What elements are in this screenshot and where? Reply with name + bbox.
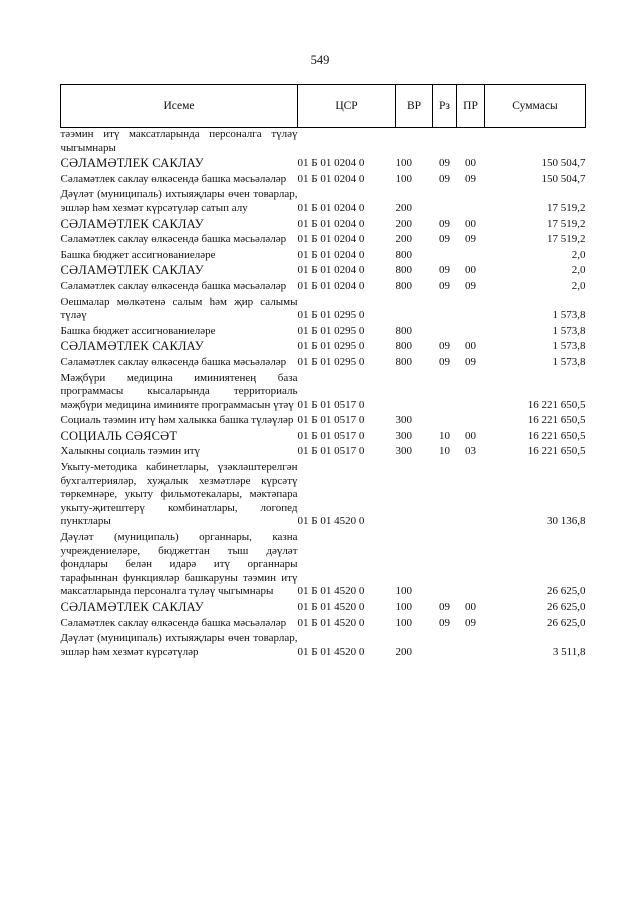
table-row bbox=[61, 155, 586, 171]
row-csr: 01 Б 01 0295 0 bbox=[297, 355, 365, 368]
table-row bbox=[61, 370, 586, 413]
row-name: Башка бюджет ассигнованиеләре bbox=[60, 248, 216, 261]
row-name: Оешмалар мөлкәтенә салым һәм җир салымы түләү bbox=[60, 295, 298, 322]
row-pr bbox=[457, 247, 485, 263]
header-vr: ВР bbox=[396, 85, 433, 128]
row-vr: 100 bbox=[395, 157, 412, 170]
row-rz bbox=[433, 370, 457, 413]
row-vr bbox=[396, 128, 433, 156]
row-rz: 09 bbox=[439, 157, 450, 170]
row-pr bbox=[457, 412, 485, 428]
row-rz bbox=[433, 128, 457, 156]
row-vr: 300 bbox=[395, 414, 412, 427]
table-header bbox=[61, 85, 586, 128]
row-csr: 01 Б 01 0517 0 bbox=[297, 445, 365, 458]
table-row bbox=[61, 599, 586, 615]
row-vr: 800 bbox=[395, 248, 412, 261]
row-name: Башка бюджет ассигнованиеләре bbox=[60, 324, 216, 337]
row-name: Сәламәтлек саклау өлкәсендә башка мәсьәләләр bbox=[60, 172, 287, 185]
row-vr: 200 bbox=[395, 201, 412, 214]
row-csr: 01 Б 01 4520 0 bbox=[297, 585, 365, 598]
row-vr: 100 bbox=[395, 601, 412, 613]
row-name: СӘЛАМӘТЛЕК САКЛАУ bbox=[60, 339, 204, 354]
table-row bbox=[61, 338, 586, 354]
row-vr: 800 bbox=[395, 355, 412, 368]
table-row bbox=[61, 231, 586, 247]
row-rz bbox=[433, 630, 457, 659]
row-pr: 00 bbox=[465, 601, 476, 613]
row-sum: 1 573,8 bbox=[552, 309, 586, 322]
row-pr: 00 bbox=[465, 340, 476, 353]
row-name: СОЦИАЛЬ СӘЯСӘТ bbox=[60, 428, 178, 443]
row-rz: 09 bbox=[439, 172, 450, 185]
row-pr bbox=[457, 529, 485, 599]
row-rz: 09 bbox=[439, 233, 450, 246]
row-name: Дәүләт (муниципаль) ихтыяҗлары өчен товарлар, эшләр һәм хезмәт күрсәтүләр bbox=[60, 632, 298, 658]
row-vr: 800 bbox=[395, 324, 412, 337]
table-row bbox=[61, 630, 586, 659]
row-csr: 01 Б 01 0204 0 bbox=[297, 217, 365, 230]
row-pr bbox=[457, 323, 485, 339]
row-sum: 16 221 650,5 bbox=[527, 445, 586, 458]
row-pr: 09 bbox=[465, 616, 476, 629]
row-csr: 01 Б 01 4520 0 bbox=[297, 601, 365, 613]
row-rz: 09 bbox=[439, 340, 450, 353]
row-pr bbox=[457, 186, 485, 215]
table-row bbox=[61, 615, 586, 631]
table-row bbox=[61, 216, 586, 232]
row-sum: 2,0 bbox=[571, 264, 586, 277]
row-name: Укыту-методика кабинетлары, үзәкләштерелгән бухгалтерияләр, хуҗалык хезмәтләре күрсәтү төркемнәре, укыту фильмотекалары, мәктәпара укыту-җитештерү комбинатлары, логопед пунктлары bbox=[60, 461, 298, 528]
row-name: СӘЛАМӘТЛЕК САКЛАУ bbox=[60, 156, 204, 171]
row-vr: 100 bbox=[395, 585, 412, 598]
table-body bbox=[61, 128, 586, 660]
row-name: Сәламәтлек саклау өлкәсендә башка мәсьәләләр bbox=[60, 233, 287, 246]
row-rz: 09 bbox=[439, 264, 450, 277]
row-csr: 01 Б 01 0204 0 bbox=[297, 201, 365, 214]
row-csr: 01 Б 01 4520 0 bbox=[297, 616, 365, 629]
row-name: СӘЛАМӘТЛЕК САКЛАУ bbox=[60, 263, 204, 278]
row-sum: 1 573,8 bbox=[552, 340, 586, 353]
table-row bbox=[61, 186, 586, 215]
row-sum: 17 519,2 bbox=[547, 233, 586, 246]
table-row bbox=[61, 443, 586, 459]
row-pr: 09 bbox=[465, 233, 476, 246]
row-csr: 01 Б 01 0204 0 bbox=[297, 248, 365, 261]
header-csr: ЦСР bbox=[298, 85, 396, 128]
table-row bbox=[61, 262, 586, 278]
row-vr bbox=[396, 459, 433, 529]
row-rz bbox=[433, 186, 457, 215]
row-sum: 3 511,8 bbox=[552, 645, 586, 658]
row-sum: 26 625,0 bbox=[547, 585, 586, 598]
row-name: Дәүләт (муниципаль) органнары, казна учреждениеләре, бюджеттан тыш дәүләт фондлары белән идарә итү органнары тарафыннан функцияләр башкаруны тәэмин итү максатларында персоналга түләү чыгымнары bbox=[60, 531, 298, 598]
row-name: Социаль тәэмин итү һәм халыкка башка түләүләр bbox=[60, 414, 294, 427]
row-csr: 01 Б 01 0204 0 bbox=[297, 279, 365, 292]
row-vr: 800 bbox=[395, 279, 412, 292]
row-rz bbox=[433, 459, 457, 529]
row-csr: 01 Б 01 0204 0 bbox=[297, 157, 365, 170]
row-csr: 01 Б 01 0295 0 bbox=[297, 309, 365, 322]
row-rz bbox=[433, 412, 457, 428]
row-name: Сәламәтлек саклау өлкәсендә башка мәсьәләләр bbox=[60, 616, 287, 629]
row-pr: 00 bbox=[465, 429, 476, 442]
row-vr: 100 bbox=[395, 172, 412, 185]
row-sum: 26 625,0 bbox=[547, 601, 586, 613]
row-vr: 300 bbox=[395, 445, 412, 458]
table-row bbox=[61, 171, 586, 187]
table-row bbox=[61, 428, 586, 444]
row-pr bbox=[457, 370, 485, 413]
row-pr: 00 bbox=[465, 157, 476, 170]
row-vr: 100 bbox=[395, 616, 412, 629]
row-sum: 16 221 650,5 bbox=[527, 414, 586, 427]
budget-table bbox=[60, 84, 586, 659]
row-sum: 2,0 bbox=[571, 279, 586, 292]
row-pr: 09 bbox=[465, 172, 476, 185]
row-rz: 09 bbox=[439, 217, 450, 230]
row-vr: 200 bbox=[395, 645, 412, 658]
row-pr: 00 bbox=[465, 264, 476, 277]
row-name: Мәҗбүри медицина иминиятенең база программасы кысаларында территориаль мәҗбүри медицина иминияте программасын үтәү bbox=[60, 371, 298, 411]
row-name: Халыкны социаль тәэмин итү bbox=[60, 445, 201, 458]
row-pr: 03 bbox=[465, 445, 476, 458]
row-csr: 01 Б 01 0517 0 bbox=[297, 398, 365, 411]
row-csr: 01 Б 01 0295 0 bbox=[297, 340, 365, 353]
row-rz: 09 bbox=[439, 279, 450, 292]
header-rz: Рз bbox=[433, 85, 457, 128]
row-csr: 01 Б 01 0517 0 bbox=[297, 429, 365, 442]
row-name: Сәламәтлек саклау өлкәсендә башка мәсьәләләр bbox=[60, 279, 287, 292]
header-sum: Суммасы bbox=[485, 85, 586, 128]
table-row bbox=[61, 459, 586, 529]
row-name: СӘЛАМӘТЛЕК САКЛАУ bbox=[60, 216, 204, 231]
row-csr: 01 Б 01 4520 0 bbox=[297, 645, 365, 658]
row-csr: 01 Б 01 4520 0 bbox=[297, 515, 365, 528]
row-rz bbox=[433, 529, 457, 599]
row-vr: 200 bbox=[395, 233, 412, 246]
row-rz: 09 bbox=[439, 355, 450, 368]
row-pr bbox=[457, 630, 485, 659]
row-pr bbox=[457, 294, 485, 323]
row-pr: 00 bbox=[465, 217, 476, 230]
row-name: Дәүләт (муниципаль) ихтыяҗлары өчен товарлар, эшләр һәм хезмәт күрсәтүләр сатып алу bbox=[60, 188, 298, 214]
header-name: Исеме bbox=[61, 85, 298, 128]
page-number: 549 bbox=[310, 53, 330, 67]
row-sum: 1 573,8 bbox=[552, 355, 586, 368]
table-row bbox=[61, 529, 586, 599]
row-vr: 800 bbox=[395, 340, 412, 353]
row-sum bbox=[485, 128, 586, 156]
row-name: СӘЛАМӘТЛЕК САКЛАУ bbox=[60, 600, 204, 614]
row-csr bbox=[298, 128, 396, 156]
row-rz: 10 bbox=[439, 429, 450, 442]
row-rz: 09 bbox=[439, 601, 450, 613]
row-pr: 09 bbox=[465, 279, 476, 292]
row-rz bbox=[433, 323, 457, 339]
row-rz: 10 bbox=[439, 445, 450, 458]
row-name: Сәламәтлек саклау өлкәсендә башка мәсьәләләр bbox=[60, 355, 287, 368]
row-vr: 300 bbox=[395, 429, 412, 442]
row-csr: 01 Б 01 0295 0 bbox=[297, 324, 365, 337]
row-vr bbox=[396, 294, 433, 323]
row-pr bbox=[457, 128, 485, 156]
row-name: тәэмин итү максатларында персоналга түләү чыгымнары bbox=[60, 128, 298, 154]
row-csr: 01 Б 01 0204 0 bbox=[297, 264, 365, 277]
row-vr bbox=[396, 370, 433, 413]
header-pr: ПР bbox=[457, 85, 485, 128]
row-sum: 17 519,2 bbox=[547, 201, 586, 214]
row-csr: 01 Б 01 0204 0 bbox=[297, 172, 365, 185]
row-rz bbox=[433, 294, 457, 323]
row-sum: 16 221 650,5 bbox=[527, 429, 586, 442]
table-row bbox=[61, 128, 586, 156]
row-rz: 09 bbox=[439, 616, 450, 629]
row-csr: 01 Б 01 0204 0 bbox=[297, 233, 365, 246]
row-vr: 200 bbox=[395, 217, 412, 230]
table-row bbox=[61, 412, 586, 428]
row-sum: 26 625,0 bbox=[547, 616, 586, 629]
table-row bbox=[61, 294, 586, 323]
row-vr: 800 bbox=[395, 264, 412, 277]
row-pr: 09 bbox=[465, 355, 476, 368]
row-sum: 16 221 650,5 bbox=[527, 398, 586, 411]
row-sum: 30 136,8 bbox=[547, 515, 586, 528]
row-csr: 01 Б 01 0517 0 bbox=[297, 414, 365, 427]
table-row bbox=[61, 323, 586, 339]
row-pr bbox=[457, 459, 485, 529]
row-rz bbox=[433, 247, 457, 263]
row-sum: 2,0 bbox=[571, 248, 586, 261]
table-row bbox=[61, 278, 586, 294]
row-sum: 1 573,8 bbox=[552, 324, 586, 337]
row-sum: 17 519,2 bbox=[547, 217, 586, 230]
row-sum: 150 504,7 bbox=[541, 157, 586, 170]
table-row bbox=[61, 354, 586, 370]
table-row bbox=[61, 247, 586, 263]
row-sum: 150 504,7 bbox=[541, 172, 586, 185]
